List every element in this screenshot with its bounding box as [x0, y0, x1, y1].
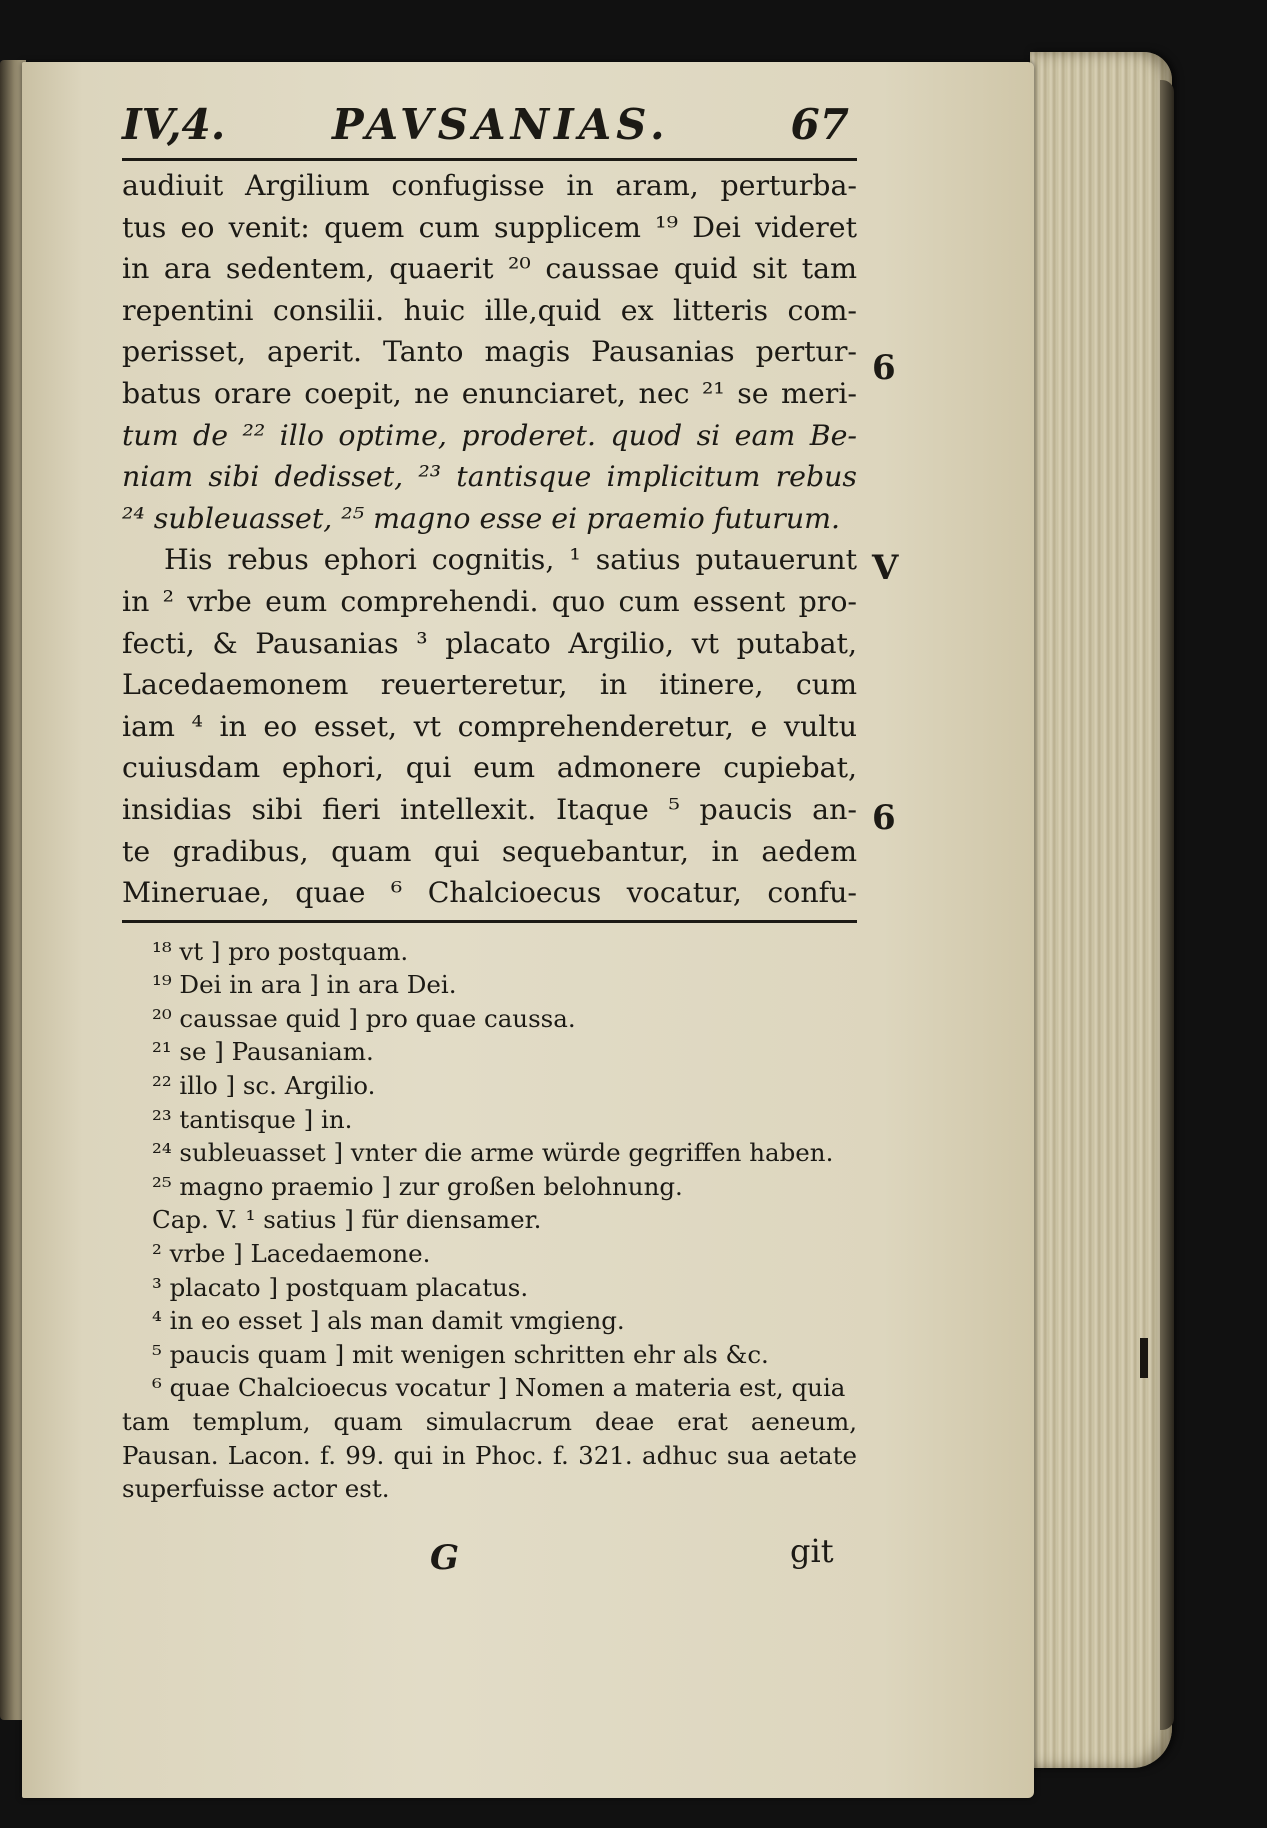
running-title: PAVSANIAS.	[332, 100, 670, 149]
body-line: in ² vrbe eum comprehendi. quo cum essent pro-	[122, 584, 857, 618]
footnote-continuation: tam templum, quam simulacrum deae erat aeneum,	[122, 1407, 857, 1436]
body-line: batus orare coepit, ne enunciaret, nec ²¹ se meri-	[122, 376, 857, 410]
footnote: ⁵ paucis quam ] mit wenigen schritten ehr als &c.	[152, 1339, 769, 1369]
body-line: iam ⁴ in eo esset, vt comprehenderetur, e vultu	[122, 709, 857, 743]
running-head	[122, 98, 857, 154]
footnote: ⁴ in eo esset ] als man damit vmgieng.	[152, 1306, 625, 1336]
footnote: ³ placato ] postquam placatus.	[152, 1272, 529, 1302]
body-text	[122, 165, 857, 914]
body-line: perisset, aperit. Tanto magis Pausanias pertur-	[122, 335, 857, 369]
margin-note-section: 6	[872, 348, 896, 388]
footnote-continuation: superfuisse actor est.	[122, 1474, 390, 1504]
body-line: in ara sedentem, quaerit ²⁰ caussae quid sit tam	[122, 252, 857, 286]
page-text	[122, 98, 857, 1506]
bookmark-ribbon	[1140, 1338, 1148, 1378]
book-fore-edge	[1030, 52, 1172, 1768]
book-fore-edge-shadow	[1160, 80, 1174, 1730]
margin-note-section: 6	[872, 798, 896, 838]
footnote-rule	[122, 920, 857, 923]
footnote: ²⁵ magno praemio ] zur großen belohnung.	[152, 1171, 683, 1201]
footnote: Cap. V. ¹ satius ] für diensamer.	[152, 1205, 542, 1235]
footnote: ²¹ se ] Pausaniam.	[152, 1037, 374, 1067]
body-line: tum de ²² illo optime, proderet. quod si eam Be-	[122, 418, 857, 452]
footnote: ⁶ quae Chalcioecus vocatur ] Nomen a materia est, quia	[152, 1373, 846, 1403]
footnote: ²⁴ subleuasset ] vnter die arme würde gegriffen haben.	[152, 1138, 834, 1168]
footnote-continuation: Pausan. Lacon. f. 99. qui in Phoc. f. 321. adhuc sua aetate	[122, 1440, 857, 1470]
margin-note-chapter: V	[872, 548, 899, 588]
footnotes	[122, 935, 857, 1506]
page-number: 67	[790, 100, 849, 149]
footnote: ²⁰ caussae quid ] pro quae caussa.	[152, 1003, 576, 1033]
footnote: ¹⁸ vt ] pro postquam.	[152, 936, 409, 966]
footnote: ²³ tantisque ] in.	[152, 1104, 353, 1134]
signature-mark: G	[430, 1538, 460, 1578]
body-line: audiuit Argilium confugisse in aram, perturba-	[122, 169, 857, 202]
catchword: git	[790, 1532, 834, 1570]
body-line: His rebus ephori cognitis, ¹ satius putauerunt	[164, 543, 857, 577]
footnote: ¹⁹ Dei in ara ] in ara Dei.	[152, 970, 457, 1000]
footnote: ² vrbe ] Lacedaemone.	[152, 1239, 431, 1269]
body-line: Lacedaemonem reuerteretur, in itinere, cum	[122, 668, 857, 702]
chapter-ref: IV,4.	[122, 100, 226, 149]
footnote: ²² illo ] sc. Argilio.	[152, 1071, 376, 1101]
body-line: te gradibus, quam qui sequebantur, in aedem	[122, 834, 857, 868]
body-line: ²⁴ subleuasset, ²⁵ magno esse ei praemio futurum.	[122, 501, 841, 535]
body-line: repentini consilii. huic ille,quid ex litteris com-	[122, 293, 857, 327]
body-line: tus eo venit: quem cum supplicem ¹⁹ Dei videret	[122, 210, 857, 244]
body-line: niam sibi dedisset, ²³ tantisque implicitum rebus	[122, 460, 857, 494]
body-line: fecti, & Pausanias ³ placato Argilio, vt putabat,	[122, 626, 857, 660]
body-line: Mineruae, quae ⁶ Chalcioecus vocatur, confu-	[122, 876, 857, 910]
head-rule	[122, 158, 857, 161]
body-line: insidias sibi fieri intellexit. Itaque ⁵ paucis an-	[122, 792, 857, 826]
body-line: cuiusdam ephori, qui eum admonere cupiebat,	[122, 751, 857, 785]
